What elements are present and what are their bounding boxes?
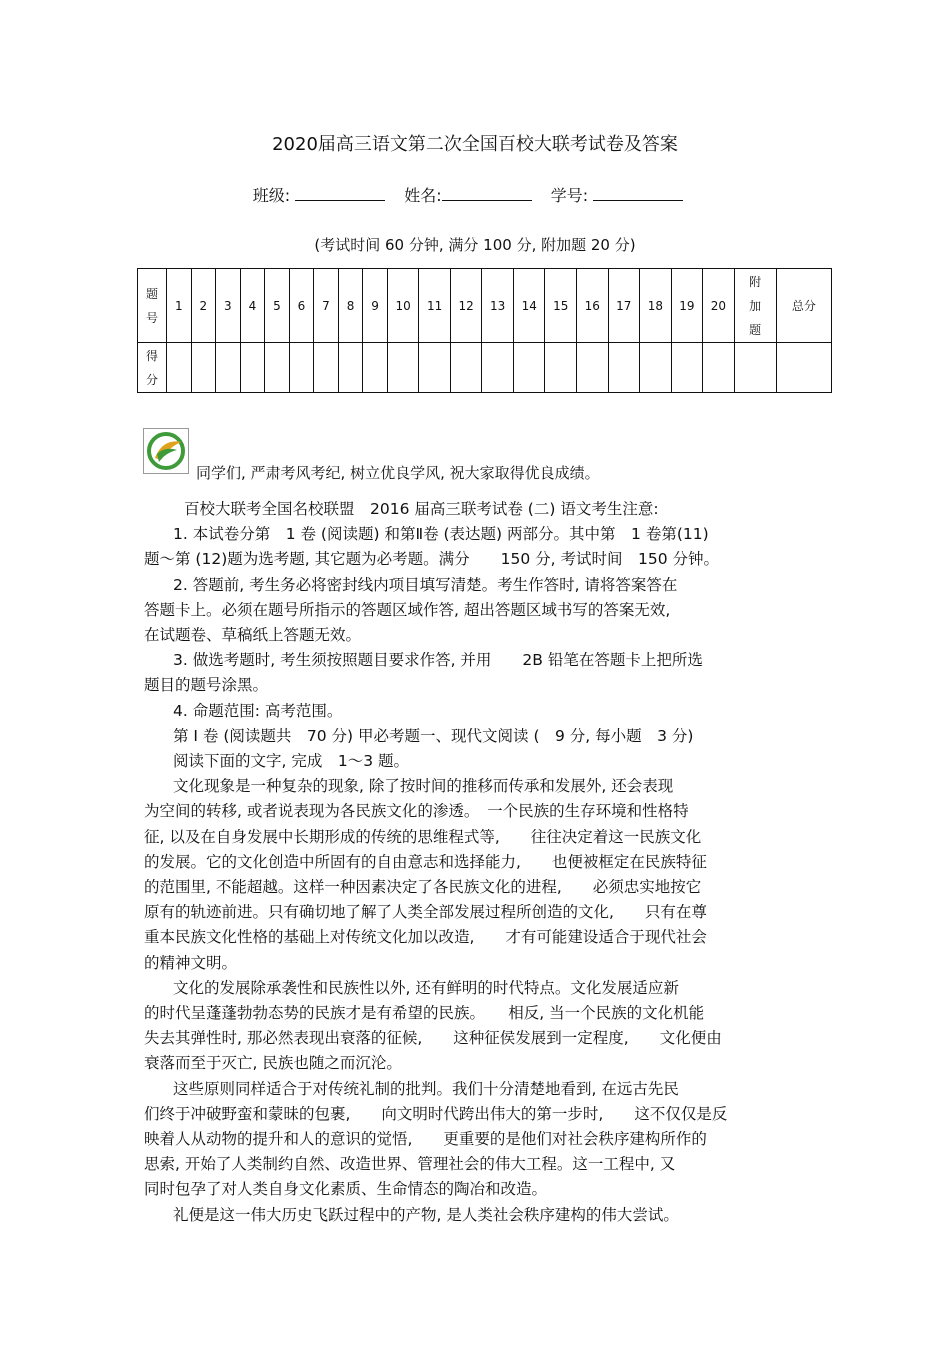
question-number-cell: 8 [338,269,363,343]
score-cell[interactable] [191,343,216,393]
instructions-and-passage [144,497,809,1228]
score-table [137,268,832,393]
score-cell[interactable] [419,343,451,393]
score-cell[interactable] [608,343,640,393]
class-label: 班级: [252,186,291,205]
question-number-row [138,269,832,343]
text-line: 的时代呈蓬蓬勃勃态势的民族才是有希望的民族。 相反, 当一个民族的文化机能 [144,1004,705,1023]
question-number-cell: 16 [577,269,609,343]
score-cell[interactable] [167,343,192,393]
exam-time-note: (考试时间 60 分钟, 满分 100 分, 附加题 20 分) [314,236,636,254]
text-line: 重本民族文化性格的基础上对传统文化加以改造, 才有可能建设适合于现代社会 [144,928,707,947]
text-line: 同时包孕了对人类自身文化素质、生命情态的陶冶和改造。 [144,1180,548,1199]
total-score-header: 总分 [776,269,831,343]
text-line: 为空间的转移, 或者说表现为各民族文化的渗透。 一个民族的生存环境和性格特 [144,802,689,821]
text-line: 文化现象是一种复杂的现象, 除了按时间的推移而传承和发展外, 还会表现 [173,777,674,796]
text-line: 第 I 卷 (阅读题共 70 分) 甲必考题一、现代文阅读 ( 9 分, 每小题 3 分) [173,726,694,745]
text-line: 2. 答题前, 考生务必将密封线内项目填写清楚。考生作答时, 请将答案答在 [173,575,678,594]
total-score-cell[interactable] [776,343,831,393]
greeting-text: 同学们, 严肃考风考纪, 树立优良学风, 祝大家取得优良成绩。 [196,464,600,482]
score-cell[interactable] [450,343,482,393]
extra-question-header: 附 加 题 [734,269,776,343]
question-number-cell: 9 [363,269,388,343]
name-field[interactable] [442,184,532,201]
score-cell[interactable] [363,343,388,393]
text-line: 的精神文明。 [144,953,238,972]
question-number-cell: 7 [314,269,339,343]
text-line: 文化的发展除承袭性和民族性以外, 还有鲜明的时代特点。文化发展适应新 [173,978,679,997]
question-number-cell: 18 [640,269,672,343]
score-cell[interactable] [545,343,577,393]
name-label: 姓名: [404,186,442,205]
score-cell[interactable] [703,343,735,393]
question-number-cell: 14 [513,269,545,343]
question-number-cell: 3 [216,269,241,343]
text-line: 题～第 (12)题为选考题, 其它题为必考题。满分 150 分, 考试时间 150 分钟。 [144,550,719,569]
question-number-cell: 5 [265,269,290,343]
score-cell[interactable] [387,343,419,393]
score-cell[interactable] [265,343,290,393]
question-number-cell: 13 [482,269,514,343]
text-line: 3. 做选考题时, 考生须按照题目要求作答, 并用 2B 铅笔在答题卡上把所选 [173,651,703,670]
question-number-cell: 11 [419,269,451,343]
question-number-cell: 1 [167,269,192,343]
student-id-label: 学号: [550,186,589,205]
school-logo-icon [143,428,189,474]
score-cell[interactable] [338,343,363,393]
text-line: 原有的轨迹前进。只有确切地了解了人类全部发展过程所创造的文化, 只有在尊 [144,903,707,922]
score-cell[interactable] [289,343,314,393]
text-line: 答题卡上。必须在题号所指示的答题区域作答, 超出答题区域书写的答案无效, [144,600,671,619]
text-line: 题目的题号涂黑。 [144,676,269,695]
text-line: 1. 本试卷分第 1 卷 (阅读题) 和第Ⅱ卷 (表达题) 两部分。其中第 1 卷第(11) [173,525,709,544]
question-number-cell: 20 [703,269,735,343]
text-line: 礼便是这一伟大历史飞跃过程中的产物, 是人类社会秩序建构的伟大尝试。 [173,1205,679,1224]
text-line: 4. 命题范围: 高考范围。 [173,701,343,720]
row-label-question: 题 号 [138,269,167,343]
text-line: 思索, 开始了人类制约自然、改造世界、管理社会的伟大工程。这一工程中, 又 [144,1155,676,1174]
text-line: 这些原则同样适合于对传统礼制的批判。我们十分清楚地看到, 在远古先民 [173,1079,679,1098]
text-line: 的范围里, 不能超越。这样一种因素决定了各民族文化的进程, 必须忠实地按它 [144,878,702,897]
question-number-cell: 10 [387,269,419,343]
text-line: 衰落而至于灭亡, 民族也随之而沉沦。 [144,1054,402,1073]
score-cell[interactable] [577,343,609,393]
score-cell[interactable] [482,343,514,393]
question-number-cell: 2 [191,269,216,343]
question-number-cell: 17 [608,269,640,343]
student-info-line [0,183,950,206]
question-number-cell: 19 [671,269,703,343]
page-title: 2020届高三语文第二次全国百校大联考试卷及答案 [272,134,678,155]
question-number-cell: 12 [450,269,482,343]
class-field[interactable] [295,184,385,201]
extra-score-cell[interactable] [734,343,776,393]
student-id-field[interactable] [593,184,683,201]
score-cell[interactable] [216,343,241,393]
text-line: 在试题卷、草稿纸上答题无效。 [144,626,362,645]
row-label-score: 得 分 [138,343,167,393]
text-line: 们终于冲破野蛮和蒙昧的包裹, 向文明时代跨出伟大的第一步时, 这不仅仅是反 [144,1104,728,1123]
question-number-cell: 15 [545,269,577,343]
question-number-cell: 6 [289,269,314,343]
question-number-cell: 4 [240,269,265,343]
score-cell[interactable] [314,343,339,393]
score-cell[interactable] [640,343,672,393]
text-line: 映着人从动物的提升和人的意识的觉悟, 更重要的是他们对社会秩序建构所作的 [144,1130,707,1149]
score-cell[interactable] [513,343,545,393]
score-cell[interactable] [240,343,265,393]
text-line: 阅读下面的文字, 完成 1～3 题。 [173,752,410,771]
score-cell[interactable] [671,343,703,393]
text-line: 的发展。它的文化创造中所固有的自由意志和选择能力, 也便被框定在民族特征 [144,852,707,871]
text-line: 百校大联考全国名校联盟 2016 届高三联考试卷 (二) 语文考生注意: [184,500,659,518]
score-row [138,343,832,393]
text-line: 征, 以及在自身发展中长期形成的传统的思维程式等, 往往决定着这一民族文化 [144,827,702,846]
text-line: 失去其弹性时, 那必然表现出衰落的征候, 这种征侯发展到一定程度, 文化便由 [144,1029,722,1048]
